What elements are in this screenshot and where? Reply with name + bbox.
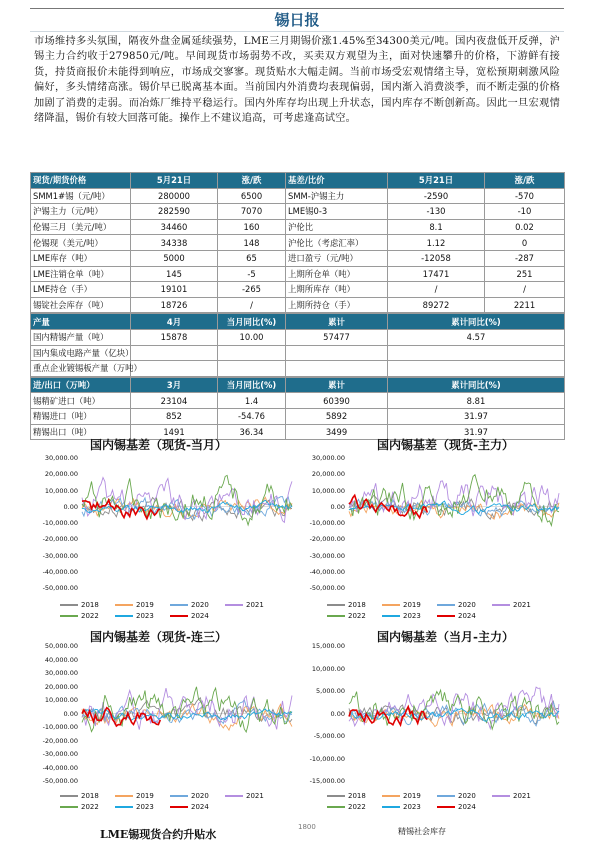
y-tick-label: 10,000.00 bbox=[311, 486, 345, 495]
report-title: 锡日报 bbox=[30, 8, 564, 32]
legend-swatch bbox=[327, 604, 345, 606]
table-cell: SMM1#锡（元/吨） bbox=[31, 188, 131, 204]
header-cell: 现货/期货价格 bbox=[31, 173, 131, 189]
production-table-row bbox=[31, 329, 565, 345]
legend-item-2022: 2022 bbox=[60, 612, 99, 620]
y-tick-label: -40,000.00 bbox=[42, 567, 78, 576]
y-tick-label: -40,000.00 bbox=[309, 567, 345, 576]
price-table-row bbox=[31, 297, 565, 313]
legend-swatch bbox=[115, 806, 133, 808]
table-cell: / bbox=[218, 297, 286, 313]
page bbox=[30, 8, 564, 440]
table-cell: 34338 bbox=[131, 235, 218, 251]
table-cell: 8.1 bbox=[388, 219, 485, 235]
legend-swatch bbox=[382, 795, 400, 797]
chart-title: 国内锡基差（当月-主力） bbox=[377, 630, 514, 644]
table-cell: 282590 bbox=[131, 204, 218, 220]
legend-swatch bbox=[60, 615, 78, 617]
legend-item-2022: 2022 bbox=[60, 803, 99, 811]
table-cell bbox=[286, 345, 388, 361]
table-cell: 沪伦比 bbox=[286, 219, 388, 235]
y-tick-label: 0.00 bbox=[63, 502, 78, 511]
table-cell: 280000 bbox=[131, 188, 218, 204]
table-cell: 6500 bbox=[218, 188, 286, 204]
price-table-row bbox=[31, 188, 565, 204]
y-tick-label: -10,000.00 bbox=[42, 519, 78, 527]
chart-spot-current-month bbox=[30, 433, 297, 628]
table-cell: 伦锡现（美元/吨） bbox=[31, 235, 131, 251]
y-tick-label: -10,000.00 bbox=[309, 754, 345, 763]
chart-title: 国内锡基差（现货-连三） bbox=[90, 630, 227, 644]
table-cell: 0.02 bbox=[485, 219, 565, 235]
series-line-2022 bbox=[349, 475, 559, 526]
table-cell: -2590 bbox=[388, 188, 485, 204]
legend-swatch bbox=[382, 615, 400, 617]
table-cell: LME锡0-3 bbox=[286, 204, 388, 220]
table-cell: 沪锡主力（元/吨） bbox=[31, 204, 131, 220]
y-tick-label: -30,000.00 bbox=[309, 551, 345, 560]
chart-title: 国内锡基差（现货-主力） bbox=[377, 438, 514, 452]
legend-swatch bbox=[437, 615, 455, 617]
trade-table-header bbox=[31, 377, 565, 393]
y-tick-label: -20,000.00 bbox=[42, 736, 78, 745]
y-tick-label: 10,000.00 bbox=[44, 696, 78, 704]
legend-item-2018: 2018 bbox=[60, 792, 99, 800]
legend-swatch bbox=[60, 604, 78, 606]
table-cell: 精锡进口（吨） bbox=[31, 408, 131, 424]
table-cell: -130 bbox=[388, 204, 485, 220]
header-cell: 基差/比价 bbox=[286, 173, 388, 189]
y-tick-label: 40,000.00 bbox=[44, 655, 78, 664]
table-cell: 沪伦比（考虑汇率） bbox=[286, 235, 388, 251]
y-tick-label: 15,000.00 bbox=[311, 642, 345, 650]
legend-item-2023: 2023 bbox=[115, 612, 154, 620]
table-cell: 上期所仓单（吨） bbox=[286, 266, 388, 282]
y-tick-label: -50,000.00 bbox=[42, 777, 78, 785]
legend-swatch bbox=[492, 795, 510, 797]
chart-spot-third bbox=[30, 628, 297, 818]
y-tick-label: -50,000.00 bbox=[309, 584, 345, 592]
legend-item-2020: 2020 bbox=[437, 792, 476, 800]
table-cell: 36.34 bbox=[218, 424, 286, 440]
y-tick-label: -15,000.00 bbox=[309, 777, 345, 785]
table-cell: -570 bbox=[485, 188, 565, 204]
y-tick-label: 10,000.00 bbox=[44, 486, 78, 495]
y-tick-label: 0.00 bbox=[330, 709, 345, 718]
market-commentary: 市场维持多头氛围，隔夜外盘金属延续强势，LME三月期锡价涨1.45%至34300美元/吨。国内夜盘低开反弹，沪锡主力合约收于279850元/吨。早间现货市场弱势不改，买卖双方观望为主，面对快速攀升的价格，下游鲜有接货，持货商报价未能得到响应，市场成交寥寥。现货贴水大幅走阔。当前市场受宏观情绪主导，宽松预期刺激风险偏好，多头情绪高涨。锡价早已脱离基本面。当前国内外消费均表现偏弱，国内渐入消费淡季，而不断走强的价格加剧了消费的走弱。而冶炼厂维持平稳运行。国内外库存均出现上升状态，国内库存不断创新高。因此一旦宏观情绪降温，锡价有较大回落可能。操作上不建议追高，可考虑逢高试空。 bbox=[34, 36, 560, 125]
header-cell: 涨/跌 bbox=[485, 173, 565, 189]
legend-swatch bbox=[437, 604, 455, 606]
table-cell: 17471 bbox=[388, 266, 485, 282]
series-line-2021 bbox=[82, 688, 292, 730]
chart-current-main bbox=[297, 628, 564, 818]
table-cell: 1.12 bbox=[388, 235, 485, 251]
legend-item-2024: 2024 bbox=[437, 612, 476, 620]
y-tick-label: 30,000.00 bbox=[44, 454, 78, 462]
y-tick-label: -20,000.00 bbox=[42, 535, 78, 544]
y-tick-label: 20,000.00 bbox=[311, 470, 345, 479]
table-cell: 重点企业镀锡板产量（万吨） bbox=[31, 361, 131, 377]
table-cell: 伦锡三月（美元/吨） bbox=[31, 219, 131, 235]
table-cell: -5 bbox=[218, 266, 286, 282]
table-cell: 1491 bbox=[131, 424, 218, 440]
legend-item-2023: 2023 bbox=[382, 612, 421, 620]
price-table-header bbox=[31, 173, 565, 189]
table-cell: 国内精锡产量（吨） bbox=[31, 329, 131, 345]
legend-swatch bbox=[115, 604, 133, 606]
price-table bbox=[30, 172, 565, 313]
y-tick-label: -50,000.00 bbox=[42, 584, 78, 592]
table-cell: -12058 bbox=[388, 250, 485, 266]
legend-swatch bbox=[170, 604, 188, 606]
y-tick-label: 0.00 bbox=[63, 709, 78, 718]
legend-item-2022: 2022 bbox=[327, 803, 366, 811]
table-cell: LME注销仓单（吨） bbox=[31, 266, 131, 282]
legend-swatch bbox=[115, 615, 133, 617]
legend-swatch bbox=[327, 615, 345, 617]
production-table-row bbox=[31, 345, 565, 361]
legend-item-2019: 2019 bbox=[382, 601, 421, 609]
y-tick-label: -40,000.00 bbox=[42, 763, 78, 772]
legend-swatch bbox=[170, 615, 188, 617]
trade-table bbox=[30, 377, 565, 440]
table-cell bbox=[388, 345, 565, 361]
y-tick-label: 0.00 bbox=[330, 502, 345, 511]
table-cell: 145 bbox=[131, 266, 218, 282]
table-cell bbox=[218, 361, 286, 377]
table-cell: 4.57 bbox=[388, 329, 565, 345]
series-line-2022 bbox=[82, 475, 292, 525]
legend-swatch bbox=[170, 806, 188, 808]
table-cell: 60390 bbox=[286, 393, 388, 409]
legend-item-2024: 2024 bbox=[170, 612, 209, 620]
table-cell: 锡锭社会库存（吨） bbox=[31, 297, 131, 313]
table-cell: 进口盈亏（元/吨） bbox=[286, 250, 388, 266]
table-cell: -287 bbox=[485, 250, 565, 266]
table-cell: / bbox=[388, 282, 485, 298]
table-cell: 57477 bbox=[286, 329, 388, 345]
inventory-chart-label: 精锡社会库存 bbox=[398, 827, 446, 836]
legend-item-2018: 2018 bbox=[327, 601, 366, 609]
header-cell: 当月同比(%) bbox=[218, 377, 286, 393]
legend-item-2023: 2023 bbox=[115, 803, 154, 811]
legend-swatch bbox=[225, 795, 243, 797]
header-cell: 累计同比(%) bbox=[388, 314, 565, 330]
header-cell: 累计 bbox=[286, 314, 388, 330]
table-cell: 国内集成电路产量（亿块） bbox=[31, 345, 131, 361]
production-table-row bbox=[31, 361, 565, 377]
legend-item-2020: 2020 bbox=[170, 792, 209, 800]
legend-item-2018: 2018 bbox=[327, 792, 366, 800]
table-cell: LME持仓（手） bbox=[31, 282, 131, 298]
y-tick-label: 10,000.00 bbox=[311, 664, 345, 673]
legend-swatch bbox=[437, 806, 455, 808]
y-tick-label: -10,000.00 bbox=[42, 723, 78, 731]
table-cell: / bbox=[485, 282, 565, 298]
table-cell: 160 bbox=[218, 219, 286, 235]
table-cell: 89272 bbox=[388, 297, 485, 313]
legend-item-2021: 2021 bbox=[225, 792, 264, 800]
y-tick-label: 30,000.00 bbox=[44, 669, 78, 677]
y-tick-label: 50,000.00 bbox=[44, 642, 78, 650]
table-cell: LME库存（吨） bbox=[31, 250, 131, 266]
legend-item-2022: 2022 bbox=[327, 612, 366, 620]
header-cell: 产量 bbox=[31, 314, 131, 330]
legend-item-2018: 2018 bbox=[60, 601, 99, 609]
legend-item-2019: 2019 bbox=[115, 601, 154, 609]
lme-spread-title: LME锡现货合约升贴水 bbox=[100, 828, 217, 841]
price-table-row bbox=[31, 250, 565, 266]
table-cell: 15878 bbox=[131, 329, 218, 345]
y-tick-label: -5,000.00 bbox=[313, 732, 345, 740]
series-line-2019 bbox=[349, 705, 559, 727]
price-table-row bbox=[31, 219, 565, 235]
trade-table-row bbox=[31, 393, 565, 409]
y-tick-label: -30,000.00 bbox=[42, 551, 78, 560]
price-table-row bbox=[31, 235, 565, 251]
table-cell: 852 bbox=[131, 408, 218, 424]
table-cell: 1.4 bbox=[218, 393, 286, 409]
legend-swatch bbox=[327, 806, 345, 808]
legend-item-2019: 2019 bbox=[115, 792, 154, 800]
table-cell: 148 bbox=[218, 235, 286, 251]
table-cell: 23104 bbox=[131, 393, 218, 409]
table-cell: 8.81 bbox=[388, 393, 565, 409]
legend-swatch bbox=[382, 806, 400, 808]
y-tick-label: 20,000.00 bbox=[44, 470, 78, 479]
table-cell: 上期所库存（吨） bbox=[286, 282, 388, 298]
table-cell: 65 bbox=[218, 250, 286, 266]
header-cell: 进/出口（万吨） bbox=[31, 377, 131, 393]
legend-item-2021: 2021 bbox=[492, 601, 531, 609]
legend-swatch bbox=[115, 795, 133, 797]
table-cell: 18726 bbox=[131, 297, 218, 313]
legend-swatch bbox=[382, 604, 400, 606]
table-cell: -54.76 bbox=[218, 408, 286, 424]
legend-item-2019: 2019 bbox=[382, 792, 421, 800]
table-cell: 0 bbox=[485, 235, 565, 251]
table-cell: 5000 bbox=[131, 250, 218, 266]
header-cell: 5月21日 bbox=[388, 173, 485, 189]
basis-charts bbox=[30, 433, 564, 842]
table-cell: 锡精矿进口（吨） bbox=[31, 393, 131, 409]
series-line-2022 bbox=[82, 687, 292, 732]
y-tick-label: -20,000.00 bbox=[309, 535, 345, 544]
y-tick-label: 30,000.00 bbox=[311, 454, 345, 462]
table-cell: 3499 bbox=[286, 424, 388, 440]
legend-swatch bbox=[437, 795, 455, 797]
legend-item-2021: 2021 bbox=[492, 792, 531, 800]
y-tick-label: 20,000.00 bbox=[44, 682, 78, 691]
table-cell: -10 bbox=[485, 204, 565, 220]
table-cell: 31.97 bbox=[388, 424, 565, 440]
price-table-row bbox=[31, 204, 565, 220]
legend-swatch bbox=[492, 604, 510, 606]
table-cell: 19101 bbox=[131, 282, 218, 298]
header-cell: 4月 bbox=[131, 314, 218, 330]
legend-swatch bbox=[327, 795, 345, 797]
header-cell: 3月 bbox=[131, 377, 218, 393]
y-tick-label: -10,000.00 bbox=[309, 519, 345, 527]
header-cell: 累计同比(%) bbox=[388, 377, 565, 393]
table-cell: 10.00 bbox=[218, 329, 286, 345]
y-tick-label: 5,000.00 bbox=[316, 687, 345, 695]
table-cell: 5892 bbox=[286, 408, 388, 424]
legend-swatch bbox=[60, 795, 78, 797]
legend-item-2023: 2023 bbox=[382, 803, 421, 811]
chart-spot-main bbox=[297, 433, 564, 628]
inventory-chart-tick: 1800 bbox=[298, 823, 316, 831]
table-cell: 7070 bbox=[218, 204, 286, 220]
table-cell: -265 bbox=[218, 282, 286, 298]
series-line-2021 bbox=[349, 687, 559, 729]
table-cell: SMM-沪锡主力 bbox=[286, 188, 388, 204]
table-cell bbox=[131, 345, 218, 361]
legend-swatch bbox=[60, 806, 78, 808]
price-table-row bbox=[31, 282, 565, 298]
legend-item-2021: 2021 bbox=[225, 601, 264, 609]
table-cell: 34460 bbox=[131, 219, 218, 235]
production-table bbox=[30, 313, 565, 376]
legend-item-2020: 2020 bbox=[437, 601, 476, 609]
price-table-row bbox=[31, 266, 565, 282]
header-cell: 5月21日 bbox=[131, 173, 218, 189]
legend-item-2020: 2020 bbox=[170, 601, 209, 609]
legend-swatch bbox=[170, 795, 188, 797]
chart-plot bbox=[297, 433, 564, 628]
header-cell: 当月同比(%) bbox=[218, 314, 286, 330]
table-cell bbox=[286, 361, 388, 377]
legend-swatch bbox=[225, 604, 243, 606]
table-cell: 精锡出口（吨） bbox=[31, 424, 131, 440]
production-table-header bbox=[31, 314, 565, 330]
table-cell: 上期所持仓（手） bbox=[286, 297, 388, 313]
legend-item-2024: 2024 bbox=[437, 803, 476, 811]
table-cell: 2211 bbox=[485, 297, 565, 313]
trade-table-row bbox=[31, 408, 565, 424]
chart-title: 国内锡基差（现货-当月） bbox=[90, 438, 227, 452]
legend-item-2024: 2024 bbox=[170, 803, 209, 811]
header-cell: 涨/跌 bbox=[218, 173, 286, 189]
y-tick-label: -30,000.00 bbox=[42, 750, 78, 758]
chart-plot bbox=[30, 433, 297, 628]
table-cell: 251 bbox=[485, 266, 565, 282]
header-cell: 累计 bbox=[286, 377, 388, 393]
table-cell bbox=[388, 361, 565, 377]
table-cell bbox=[131, 361, 218, 377]
table-cell bbox=[218, 345, 286, 361]
table-cell: 31.97 bbox=[388, 408, 565, 424]
